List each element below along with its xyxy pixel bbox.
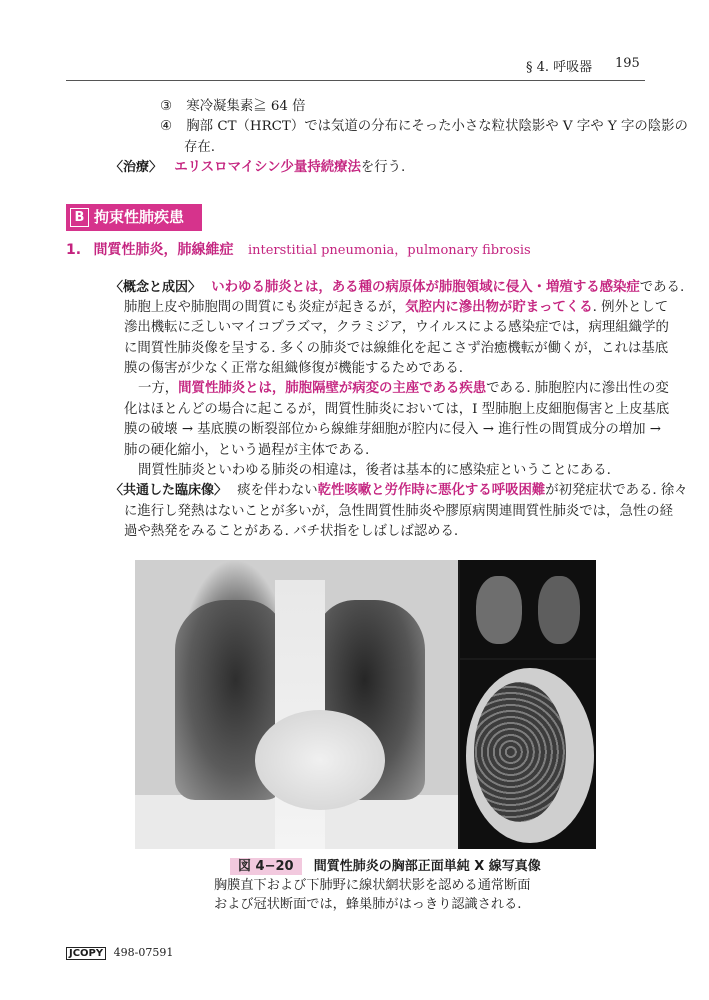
concept-line-4: に間質性肺炎像を呈する. 多くの肺炎では線維化を起こさず治癒機転が働くが，これは基底 <box>124 341 669 356</box>
treatment-highlight: エリスロマイシン少量持続療法 <box>174 160 361 175</box>
jcopy-mark: JCOPY <box>66 947 106 960</box>
figure-caption-2: および冠状断面では，蜂巣肺がはっきり認識される. <box>214 897 522 912</box>
running-header <box>0 56 709 76</box>
concept-line-10: 間質性肺炎といわゆる肺炎の相違は，後者は基本的に感染症ということにある. <box>138 463 611 478</box>
section-title: 拘束性肺疾患 <box>94 208 185 226</box>
clinical-line-1: 〈共通した臨床像〉 痰を伴わない乾性咳嗽と労作時に悪化する呼吸困難が初発症状である. 徐々 <box>110 483 688 498</box>
criteria-item-4: ④ 胸部 CT（HRCT）では気道の分布にそった小さな粒状陰影や V 字や Y 字の陰影の <box>160 119 688 134</box>
concept-line-2: 肺胞上皮や肺胞間の間質にも炎症が起きるが，気腔内に滲出物が貯まってくる. 例外として <box>124 300 669 315</box>
isbn-code: 498-07591 <box>113 946 174 959</box>
ct-axial-image <box>460 660 596 849</box>
section-letter: B <box>70 208 89 227</box>
clinical-line-3: 過や熱発をみることがある. バチ状指をしばしば認める. <box>124 524 459 539</box>
treatment-line: 〈治療〉 エリスロマイシン少量持続療法を行う. <box>110 160 406 175</box>
section-b-banner <box>66 204 202 231</box>
figure-caption-title <box>230 855 541 874</box>
concept-line-6: 一方，間質性肺炎とは，肺胞隔壁が病変の主座である疾患である. 肺胞腔内に滲出性の変 <box>138 381 669 396</box>
ct-coronal-image <box>460 560 596 658</box>
header-rule <box>66 80 645 81</box>
concept-line-1: 〈概念と成因〉 いわゆる肺炎とは，ある種の病原体が肺胞領域に侵入・増殖する感染症である. <box>110 280 685 295</box>
criteria-item-4-cont: 存在. <box>184 140 216 155</box>
clinical-line-2: に進行し発熱はないことが多いが，急性間質性肺炎や膠原病関連間質性肺炎では，急性の経 <box>124 504 674 519</box>
figure-images <box>135 560 596 849</box>
clinical-label: 〈共通した臨床像〉 <box>110 483 228 498</box>
chest-xray-image <box>135 560 458 849</box>
figure-title: 間質性肺炎の胸部正面単純 X 線写真像 <box>313 859 541 874</box>
heading-en: interstitial pneumonia，pulmonary fibrosis <box>247 243 531 258</box>
heading-jp: 間質性肺炎，肺線維症 <box>93 242 234 258</box>
concept-line-8: 膜の破壊 → 基底膜の断裂部位から線維芽細胞が腔内に侵入 → 進行性の間質成分の増加 → <box>124 422 662 437</box>
concept-line-7: 化はほとんどの場合に起こるが，間質性肺炎においては，I 型肺胞上皮細胞傷害と上皮基底 <box>124 402 670 417</box>
concept-line-9: 肺の硬化縮小，という過程が主体である. <box>124 443 370 458</box>
concept-label: 〈概念と成因〉 <box>110 280 202 295</box>
page-footer <box>66 946 173 959</box>
criteria-item-3: ③ 寒冷凝集素≧ 64 倍 <box>160 99 306 114</box>
heading-number: 1. <box>66 242 82 258</box>
concept-line-5: 膜の傷害が少なく正常な組織修復が機能するためである. <box>124 361 464 376</box>
concept-line-3: 滲出機転に乏しいマイコプラズマ，クラミジア，ウイルスによる感染症では，病理組織学的 <box>124 320 669 335</box>
running-section: § 4. 呼吸器 <box>526 60 593 75</box>
heading-1 <box>66 240 531 261</box>
treatment-label: 〈治療〉 <box>110 160 163 175</box>
page-number: 195 <box>615 56 640 71</box>
figure-number: 図 4−20 <box>230 858 302 875</box>
figure-caption-1: 胸膜直下および下肺野に線状網状影を認める通常断面 <box>214 878 531 893</box>
